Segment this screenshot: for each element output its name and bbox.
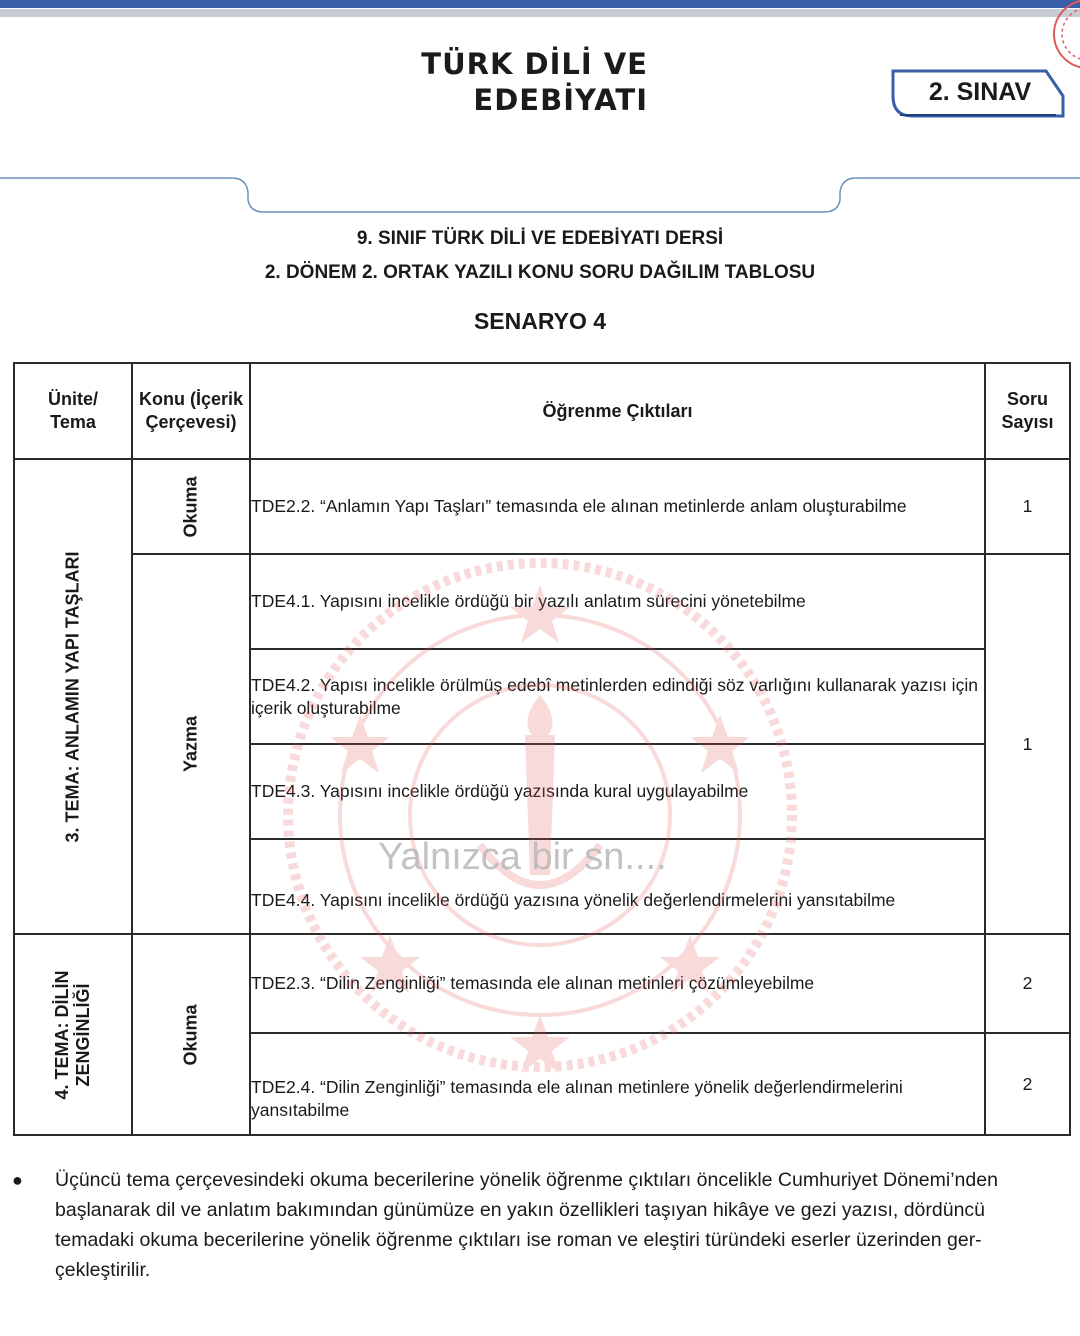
topic-reading-label-2: Okuma [180, 1003, 201, 1066]
count-cell: 2 [985, 934, 1070, 1033]
topic-writing-label: Yazma [180, 715, 201, 773]
seal-corner-icon [1046, 0, 1080, 80]
table-row [14, 459, 1070, 554]
explanatory-note: Üçüncü tema çerçevesindeki okuma becerilerine yönelik öğrenme çıktıları öncelikle Cumhuriyet Dönemi’nden başlanarak dil ve anlatım bakımından günümüze en yakın özellikleri taşıyan hikâye ve gezi yazısı, dördüncü temadaki okuma becerilerine yönelik öğrenme çıktıları ise roman ve eleştiri türündeki eserler üzerinden ger-çekleştirilir. [55, 1169, 998, 1281]
outcome-cell: TDE2.2. “Anlamın Yapı Taşları” temasında ele alınan metinlerde anlam oluşturabilme [250, 459, 985, 554]
note-bullet: ● [12, 1170, 23, 1190]
count-cell: 2 [985, 1033, 1070, 1135]
outcome-cell: TDE2.4. “Dilin Zenginliği” temasında ele alınan metinlere yönelik değerlendirmelerini yansıtabilme [250, 1033, 985, 1135]
course-subtitle: 9. SINIF TÜRK DİLİ VE EDEBİYATI DERSİ [356, 228, 724, 249]
exam-badge: 2. SINAV [928, 78, 1032, 106]
outcome-cell: TDE4.4. Yapısını incelikle ördüğü yazısına yönelik değerlendirmelerini yansıtabilme [250, 839, 985, 934]
table-header-row [14, 363, 1070, 459]
theme-4-label: 4. TEMA: DİLİN ZENGİNLİĞİ [52, 970, 93, 1099]
topic-reading-cell [132, 459, 250, 554]
topic-writing-cell [132, 554, 250, 934]
title-line-1: TÜRK DİLİ VE [421, 47, 648, 81]
topic-reading-label: Okuma [180, 475, 201, 538]
outcome-cell: TDE4.3. Yapısını incelikle ördüğü yazısında kural uygulayabilme [250, 744, 985, 839]
theme-3-label: 3. TEMA: ANLAMIN YAPI TAŞLARI [62, 550, 83, 843]
topic-reading-cell-2 [132, 934, 250, 1135]
header-topic: Konu (İçerik Çerçevesi) [132, 363, 250, 459]
top-gray-bar [0, 9, 1080, 17]
scenario-title: SENARYO 4 [473, 308, 607, 334]
header-unit: Ünite/ Tema [14, 363, 132, 459]
outcome-cell: TDE4.1. Yapısını incelikle ördüğü bir yazılı anlatım sürecini yönetebilme [250, 554, 985, 649]
title-line-2: EDEBİYATI [473, 83, 648, 117]
overlay-watermark-text: Yalnızca bir sn.... [378, 836, 667, 878]
table-subtitle: 2. DÖNEM 2. ORTAK YAZILI KONU SORU DAĞILIM TABLOSU [264, 262, 816, 283]
top-accent-bar [0, 0, 1080, 8]
header-outcomes: Öğrenme Çıktıları [250, 363, 985, 459]
count-cell: 1 [985, 554, 1070, 934]
theme-3-cell [14, 459, 132, 934]
header-count: Soru Sayısı [985, 363, 1070, 459]
outcome-cell: TDE2.3. “Dilin Zenginliği” temasında ele alınan metinleri çözümleyebilme [250, 934, 985, 1033]
document-title [380, 46, 648, 118]
count-cell: 1 [985, 459, 1070, 554]
theme-4-cell [14, 934, 132, 1135]
outcome-cell: TDE4.2. Yapısı incelikle örülmüş edebî metinlerden edindiği söz varlığını kullanarak yazısı için içerik oluşturabilme [250, 649, 985, 744]
header-divider [0, 172, 1080, 218]
ministry-seal-watermark-icon [280, 545, 800, 1085]
